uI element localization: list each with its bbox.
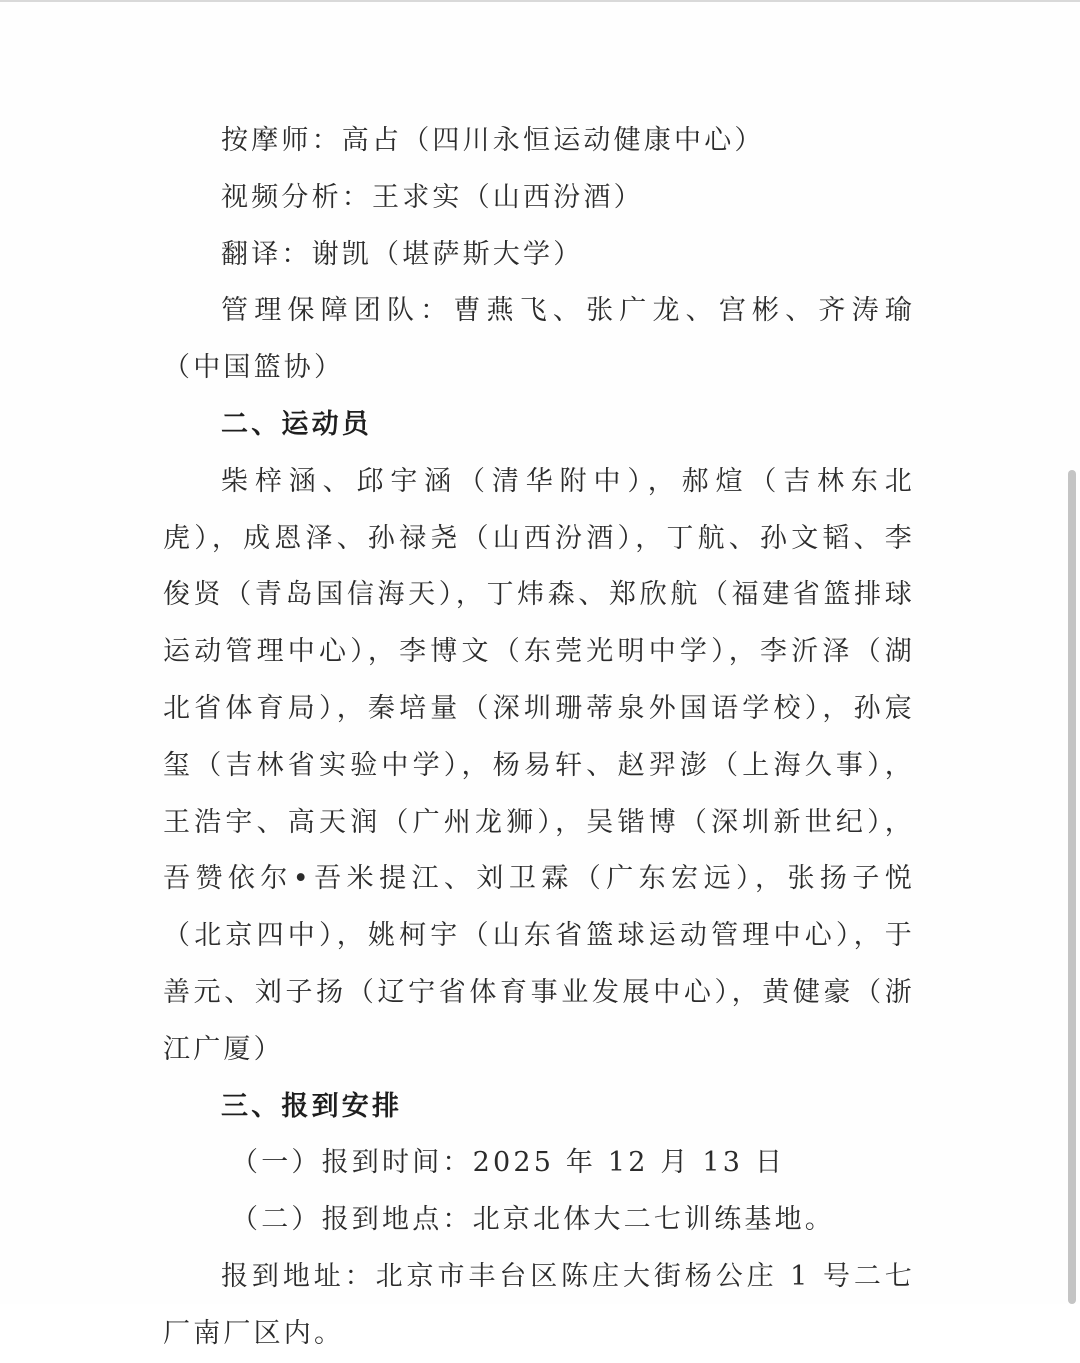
section-heading-registration: 三、报到安排 bbox=[221, 1090, 403, 1122]
staff-video-analysis: 视频分析：王求实（山西汾酒） bbox=[221, 181, 644, 213]
staff-masseur: 按摩师：高占（四川永恒运动健康中心） bbox=[221, 125, 765, 156]
section-heading-athletes: 二、运动员 bbox=[221, 408, 372, 440]
athlete-list: 柴梓涵、邱宇涵（清华附中），郝煊（吉林东北虎），成恩泽、孙禄尧（山西汾酒），丁航、孙文韬、李俊贤（青岛国信海天），丁炜森、郑欣航（福建省篮排球运动管理中心），李博文（东莞光明中学），李沂泽（湖北省体育局），秦培量（深圳珊蒂泉外国语学校），孙宸玺（吉林省实验中学），杨易轩、赵羿澎（上海久事），王浩宇、高天润（广州龙狮），吴锴博（深圳新世纪），吾赞依尔•吾米提江、刘卫霖（广东宏远），张扬子悦（北京四中），姚柯宇（山东省篮球运动管理中心），于善元、刘子扬（辽宁省体育事业发展中心），黄健豪（浙江广厦） bbox=[163, 465, 915, 1065]
scrollbar[interactable] bbox=[1068, 470, 1076, 1304]
staff-management-team: 管理保障团队：曹燕飞、张广龙、宫彬、齐涛瑜（中国篮协） bbox=[163, 295, 915, 384]
staff-translator: 翻译：谢凯（堪萨斯大学） bbox=[221, 238, 584, 270]
registration-place: （二）报到地点：北京北体大二七训练基地。 bbox=[231, 1204, 835, 1236]
scrollbar-thumb[interactable] bbox=[1068, 470, 1076, 1304]
registration-time: （一）报到时间：2025 年 12 月 13 日 bbox=[231, 1147, 786, 1179]
top-divider bbox=[0, 0, 1080, 2]
registration-address: 报到地址：北京市丰台区陈庄大街杨公庄 1 号二七厂南厂区内。 bbox=[163, 1260, 915, 1349]
document-body bbox=[163, 113, 915, 1363]
